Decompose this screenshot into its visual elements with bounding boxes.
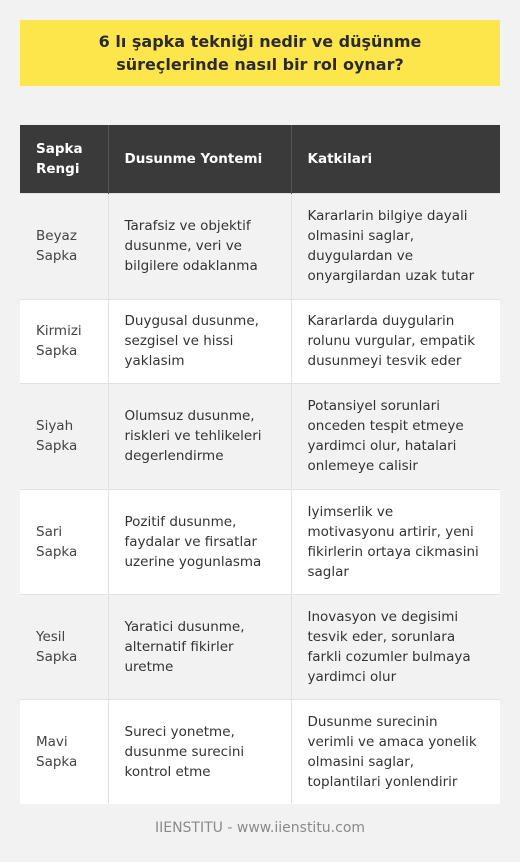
cell-hat-color: Siyah Sapka [20, 383, 108, 489]
cell-contributions: Kararlarda duygularin rolunu vurgular, empatik dusunmeyi tesvik eder [291, 299, 500, 383]
cell-thinking-method: Tarafsiz ve objektif dusunme, veri ve bilgilere odaklanma [108, 193, 291, 299]
header-thinking-method: Dusunme Yontemi [108, 125, 291, 193]
cell-thinking-method: Sureci yonetme, dusunme surecini kontrol etme [108, 699, 291, 804]
hat-comparison-table [20, 125, 500, 804]
header-contributions: Katkilari [291, 125, 500, 193]
cell-contributions: Iyimserlik ve motivasyonu artirir, yeni fikirlerin ortaya cikmasini saglar [291, 489, 500, 594]
cell-hat-color: Sari Sapka [20, 489, 108, 594]
footer-credit: IIENSTITU - www.iienstitu.com [154, 820, 366, 836]
table-row [20, 489, 500, 594]
cell-contributions: Kararlarin bilgiye dayali olmasini saglar, duygulardan ve onyargilardan uzak tutar [291, 193, 500, 299]
table-row [20, 383, 500, 489]
cell-hat-color: Beyaz Sapka [20, 193, 108, 299]
table-row [20, 299, 500, 383]
table-header-row [20, 125, 500, 193]
cell-thinking-method: Olumsuz dusunme, riskleri ve tehlikeleri degerlendirme [108, 383, 291, 489]
cell-thinking-method: Yaratici dusunme, alternatif fikirler uretme [108, 594, 291, 699]
cell-thinking-method: Duygusal dusunme, sezgisel ve hissi yaklasim [108, 299, 291, 383]
page-title: 6 lı şapka tekniği nedir ve düşünme süreçlerinde nasıl bir rol oynar? [98, 32, 422, 74]
table-row [20, 193, 500, 299]
table-row [20, 594, 500, 699]
cell-hat-color: Kirmizi Sapka [20, 299, 108, 383]
title-banner [20, 20, 500, 86]
header-hat-color: Sapka Rengi [20, 125, 108, 193]
cell-contributions: Potansiyel sorunlari onceden tespit etmeye yardimci olur, hatalari onlemeye calisir [291, 383, 500, 489]
cell-contributions: Dusunme surecinin verimli ve amaca yonelik olmasini saglar, toplantilari yonlendirir [291, 699, 500, 804]
cell-contributions: Inovasyon ve degisimi tesvik eder, sorunlara farkli cozumler bulmaya yardimci olur [291, 594, 500, 699]
table-row [20, 699, 500, 804]
cell-hat-color: Mavi Sapka [20, 699, 108, 804]
cell-thinking-method: Pozitif dusunme, faydalar ve firsatlar uzerine yogunlasma [108, 489, 291, 594]
cell-hat-color: Yesil Sapka [20, 594, 108, 699]
